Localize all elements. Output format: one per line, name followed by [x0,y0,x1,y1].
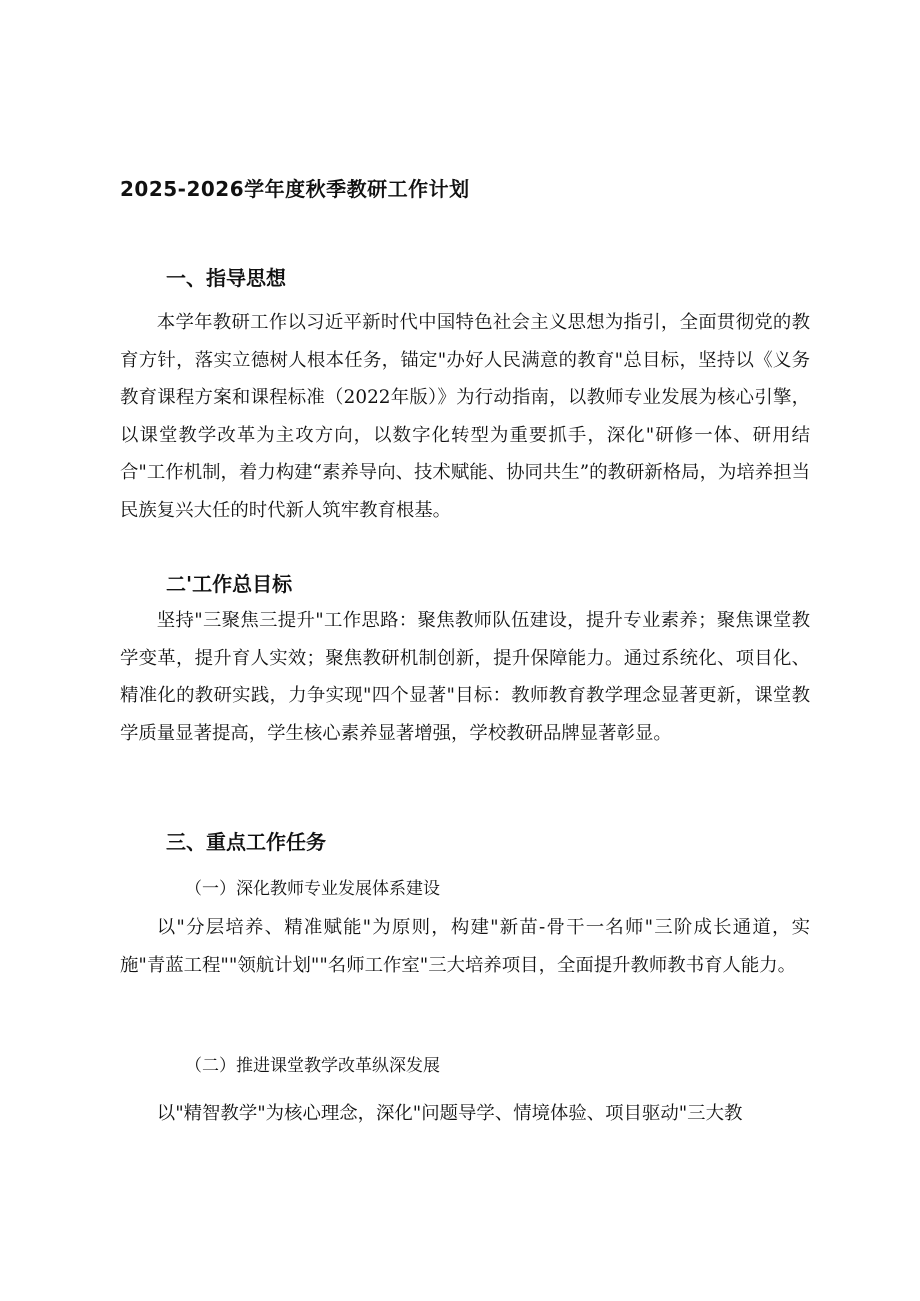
subsection-paragraph-teacher-development: 以"分层培养、精准赋能"为原则，构建"新苗-骨干一名师"三阶成长通道，实施"青蓝工程""领航计划""名师工作室"三大培养项目，全面提升教师教书育人能力。 [120,917,810,976]
section-paragraph-guiding-ideology: 本学年教研工作以习近平新时代中国特色社会主义思想为指引，全面贯彻党的教育方针，落实立德树人根本任务，锚定"办好人民满意的教育"总目标，坚持以《义务教育课程方案和课程标准（2022年版）》为行动指南，以教师专业发展为核心引擎，以课堂教学改革为主攻方向，以数字化转型为重要抓手，深化"研修一体、研用结合"工作机制，着力构建“素养导向、技术赋能、协同共生”的教研新格局，为培养担当民族复兴大任的时代新人筑牢教育根基。 [120,312,810,521]
section-heading-overall-goals: 二'工作总目标 [166,572,293,596]
subsection-heading-teacher-development: （一）深化教师专业发展体系建设 [185,879,440,899]
subsection-paragraph-classroom-reform: 以"精智教学"为核心理念，深化"问题导学、情境体验、项目驱动"三大教 [156,1103,743,1124]
document-title: 2025-2026学年度秋季教研工作计划 [120,177,470,201]
section-paragraph-overall-goals: 坚持"三聚焦三提升"工作思路：聚焦教师队伍建设，提升专业素养；聚焦课堂教学变革，提升育人实效；聚焦教研机制创新，提升保障能力。通过系统化、项目化、精准化的教研实践，力争实现"四个显著"目标：教师教育教学理念显著更新，课堂教学质量显著提高，学生核心素养显著增强，学校教研品牌显著彰显。 [120,610,810,744]
section-heading-key-tasks: 三、重点工作任务 [166,830,326,854]
section-heading-guiding-ideology: 一、指导思想 [166,266,286,290]
subsection-heading-classroom-reform: （二）推进课堂教学改革纵深发展 [185,1056,440,1076]
